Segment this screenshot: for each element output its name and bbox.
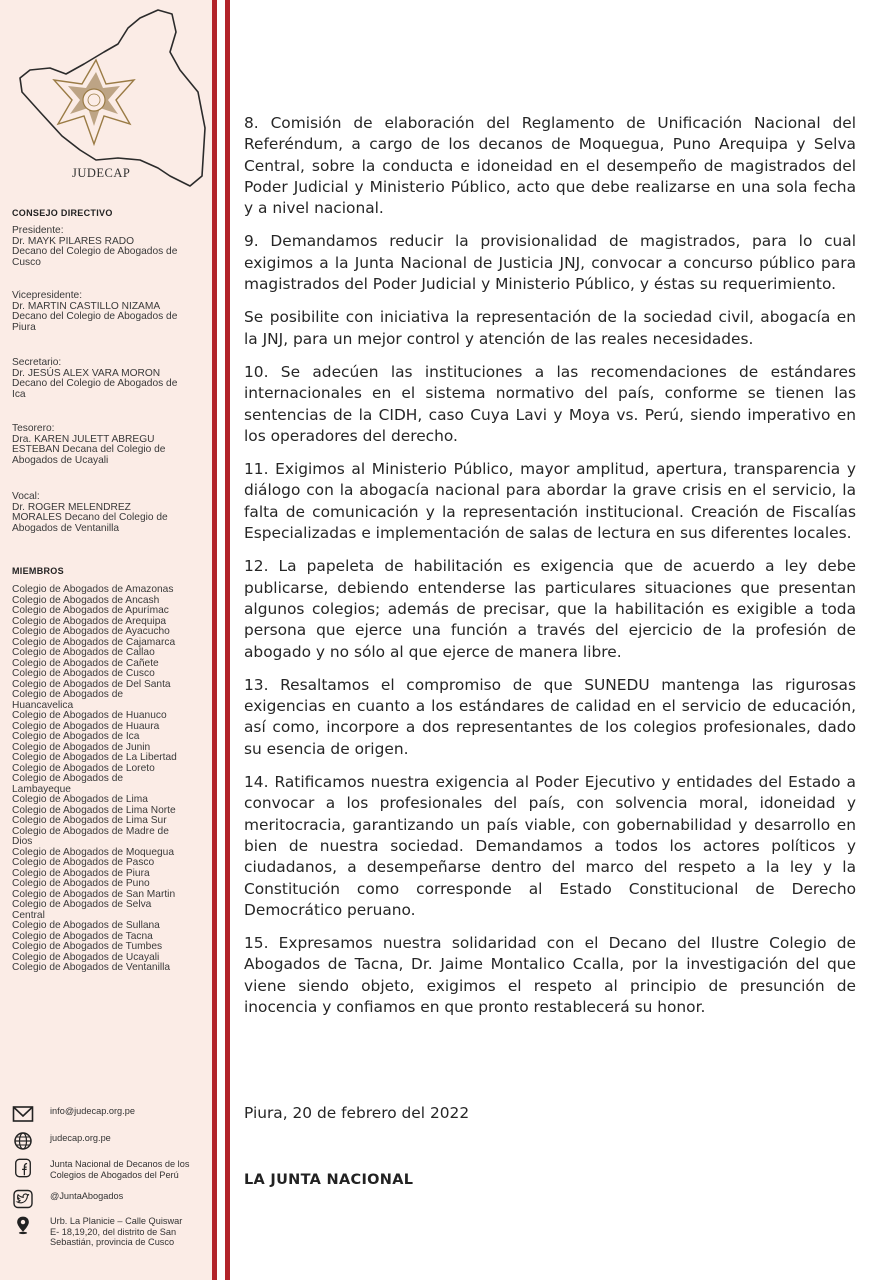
signature: LA JUNTA NACIONAL: [244, 1172, 414, 1188]
red-divider-line: [225, 0, 230, 1280]
council-title: ESTEBAN Decana del Colegio de: [12, 444, 166, 455]
paragraph-15: 15. Expresamos nuestra solidaridad con el Decano del Ilustre Colegio de Abogados de Tacna, Dr. Jaime Montalico Ccalla, por la investigación del que viene siendo objeto, exigimos el respeto al principio de presunción de inocencia y confiamos en que pronto restablecerá su honor.: [244, 934, 856, 1016]
paragraph-10: 10. Se adecúen las instituciones a las recomendaciones de estándares internacionales en el sistema normativo del país, conforme se tienen las sentencias de la CIDH, caso Cuya Lavi y Moya vs. Perú, siendo imperativo en los operadores del derecho.: [244, 362, 856, 445]
email-text: info@judecap.org.pe: [50, 1106, 135, 1116]
member-item: Colegio de Abogados de Huanuco: [12, 710, 167, 721]
member-item: Colegio de Abogados de: [12, 689, 124, 700]
member-item: Lambayeque: [12, 783, 71, 795]
member-item: Colegio de Abogados de Ayacucho: [12, 626, 170, 637]
facebook-line: Junta Nacional de Decanos de los: [50, 1159, 190, 1169]
council-name: Dr. MAYK PILARES RADO: [12, 235, 135, 247]
facebook-line: Colegios de Abogados del Perú: [50, 1169, 179, 1180]
council-treasurer: [12, 424, 212, 466]
member-item: Colegio de Abogados de Madre de: [12, 825, 169, 837]
member-item: Colegio de Abogados de Lima: [12, 794, 148, 805]
member-item: Colegio de Abogados de Ucayali: [12, 951, 160, 963]
council-title-cont: Cusco: [12, 256, 41, 268]
member-item: Colegio de Abogados de Piura: [12, 867, 150, 879]
council-heading: CONSEJO DIRECTIVO: [12, 208, 113, 218]
twitter-text: @JuntaAbogados: [50, 1191, 124, 1201]
member-item: Central: [12, 909, 45, 921]
council-title: Decano del Colegio de Abogados de: [12, 311, 178, 322]
mail-icon: [12, 1104, 34, 1124]
member-item: Colegio de Abogados de: [12, 773, 124, 784]
council-role: Vocal:: [12, 491, 40, 502]
member-item: Colegio de Abogados de Ventanilla: [12, 962, 171, 973]
member-item: Colegio de Abogados de San Martin: [12, 888, 176, 900]
council-title-cont: Abogados de Ventanilla: [12, 522, 120, 534]
member-item: Colegio de Abogados de Loreto: [12, 762, 155, 774]
member-item: Colegio de Abogados de Cañete: [12, 657, 159, 669]
letterhead-sidebar: [0, 0, 212, 1280]
members-heading: MIEMBROS: [12, 566, 64, 576]
member-item: Colegio de Abogados de Selva: [12, 899, 152, 910]
paragraph-11: 11. Exigimos al Ministerio Público, mayor amplitud, apertura, transparencia y diálogo con la abogacía nacional para abordar la grave crisis en el servicio, la falta de comunicación y la representación institucional. Creación de Fiscalías Especializadas e implementación de salas de lectura en sus diferentes locales.: [244, 460, 856, 543]
member-item: Colegio de Abogados de Cusco: [12, 668, 155, 679]
member-item: Dios: [12, 836, 33, 847]
council-secretary: [12, 358, 212, 400]
member-item: Colegio de Abogados de Tacna: [12, 930, 153, 942]
member-item: Colegio de Abogados de Ica: [12, 731, 140, 742]
council-role: Tesorero:: [12, 423, 55, 434]
council-title: Decano del Colegio de Abogados de: [12, 378, 178, 389]
paragraph-8: 8. Comisión de elaboración del Reglamento de Unificación Nacional del Referéndum, a cargo de los decanos de Moquegua, Puno Arequipa y Selva Central, sobre la conducta e idoneidad en el desempeño de magistrados del Poder Judicial y Ministerio Público, acto que debe realizarse en una sola fecha y a nivel nacional.: [244, 114, 856, 218]
member-item: Colegio de Abogados de Tumbes: [12, 941, 163, 952]
member-item: Colegio de Abogados de Cajamarca: [12, 636, 176, 648]
address-text: [50, 1216, 182, 1248]
council-role: Secretario:: [12, 357, 62, 368]
council-role: Vicepresidente:: [12, 290, 83, 301]
council-president: [12, 226, 212, 268]
location-pin-icon: [12, 1215, 34, 1235]
paragraph-9-addendum: Se posibilite con iniciativa la representación de la sociedad civil, abogacía en la JNJ, para un mejor control y atención de las reales necesidades.: [244, 308, 856, 348]
date-line: Piura, 20 de febrero del 2022: [244, 1104, 470, 1122]
member-item: Colegio de Abogados de Huaura: [12, 720, 160, 732]
council-vicepresident: [12, 291, 212, 333]
website-text: judecap.org.pe: [50, 1133, 111, 1143]
paragraph-13: 13. Resaltamos el compromiso de que SUNEDU mantenga las rigurosas exigencias en cuanto a los estándares de calidad en el servicio de educación, así como, incorpore a dos representantes de los colegios profesionales, dado su esencia de origen.: [244, 675, 856, 758]
member-item: Colegio de Abogados de La Libertad: [12, 752, 177, 763]
member-item: Colegio de Abogados de Ancash: [12, 594, 160, 606]
member-item: Colegio de Abogados de Lima Sur: [12, 815, 167, 826]
council-role: Presidente:: [12, 225, 64, 236]
member-item: Colegio de Abogados de Puno: [12, 878, 150, 889]
council-name: Dra. KAREN JULETT ABREGU: [12, 433, 155, 445]
member-item: Huancavelica: [12, 699, 74, 711]
council-title-cont: Piura: [12, 321, 36, 333]
council-vocal: [12, 492, 212, 534]
member-item: Colegio de Abogados de Del Santa: [12, 678, 171, 690]
council-name: Dr. MARTIN CASTILLO NIZAMA: [12, 300, 161, 312]
letter-body: [244, 113, 856, 1030]
member-item: Colegio de Abogados de Apurímac: [12, 605, 169, 616]
council-title-cont: Abogados de Ucayali: [12, 454, 109, 466]
address-line: E- 18,19,20, del distrito de San: [50, 1226, 177, 1237]
member-item: Colegio de Abogados de Junin: [12, 741, 151, 753]
council-name: Dr. ROGER MELENDREZ: [12, 501, 131, 513]
member-item: Colegio de Abogados de Moquegua: [12, 846, 174, 858]
member-item: Colegio de Abogados de Arequipa: [12, 615, 167, 627]
council-title: Decano del Colegio de Abogados de: [12, 246, 178, 257]
globe-icon: [12, 1131, 34, 1151]
member-item: Colegio de Abogados de Lima Norte: [12, 804, 176, 816]
member-item: Colegio de Abogados de Callao: [12, 647, 155, 658]
facebook-text: [50, 1159, 189, 1180]
address-line: Urb. La Planicie – Calle Quiswar: [50, 1216, 183, 1226]
council-title-cont: Ica: [12, 388, 26, 400]
address-line: Sebastián, provincia de Cusco: [50, 1237, 175, 1247]
paragraph-12: 12. La papeleta de habilitación es exigencia que de acuerdo a ley debe publicarse, debiendo entenderse las particulares situaciones que presentan algunos colegios; además de precisar, que la habilitación es exigible a toda persona que ejerce una función a través del ejercicio de la profesión de abogado y no sólo al que ejerce de manera libre.: [244, 557, 856, 661]
members-list: [12, 585, 212, 974]
member-item: Colegio de Abogados de Amazonas: [12, 584, 174, 595]
member-item: Colegio de Abogados de Pasco: [12, 857, 155, 868]
member-item: Colegio de Abogados de Sullana: [12, 920, 160, 931]
red-divider-line: [212, 0, 217, 1280]
council-name: Dr. JESÚS ALEX VARA MORON: [12, 367, 161, 379]
facebook-icon: [12, 1158, 34, 1178]
paragraph-9: 9. Demandamos reducir la provisionalidad de magistrados, para lo cual exigimos a la Junta Nacional de Justicia JNJ, convocar a concurso público para magistrados del Poder Judicial y Ministerio Público, y éstas su requerimiento.: [244, 232, 856, 294]
logo-wordmark: JUDECAP: [72, 166, 131, 180]
paragraph-14: 14. Ratificamos nuestra exigencia al Poder Ejecutivo y entidades del Estado a convocar a los profesionales del país, con solvencia moral, idoneidad y meritocracia, garantizando un país viable, con gobernabilidad y desarrollo en bien de nuestra sociedad. Demandamos a todos los actores políticos y ciudadanos, a desempeñarse dentro del marco del respeto a la ley y la Constitución como corresponde al Estado Constitucional de Derecho Democrático peruano.: [244, 773, 856, 919]
twitter-icon: [12, 1189, 34, 1209]
council-title: MORALES Decano del Colegio de: [12, 512, 168, 523]
